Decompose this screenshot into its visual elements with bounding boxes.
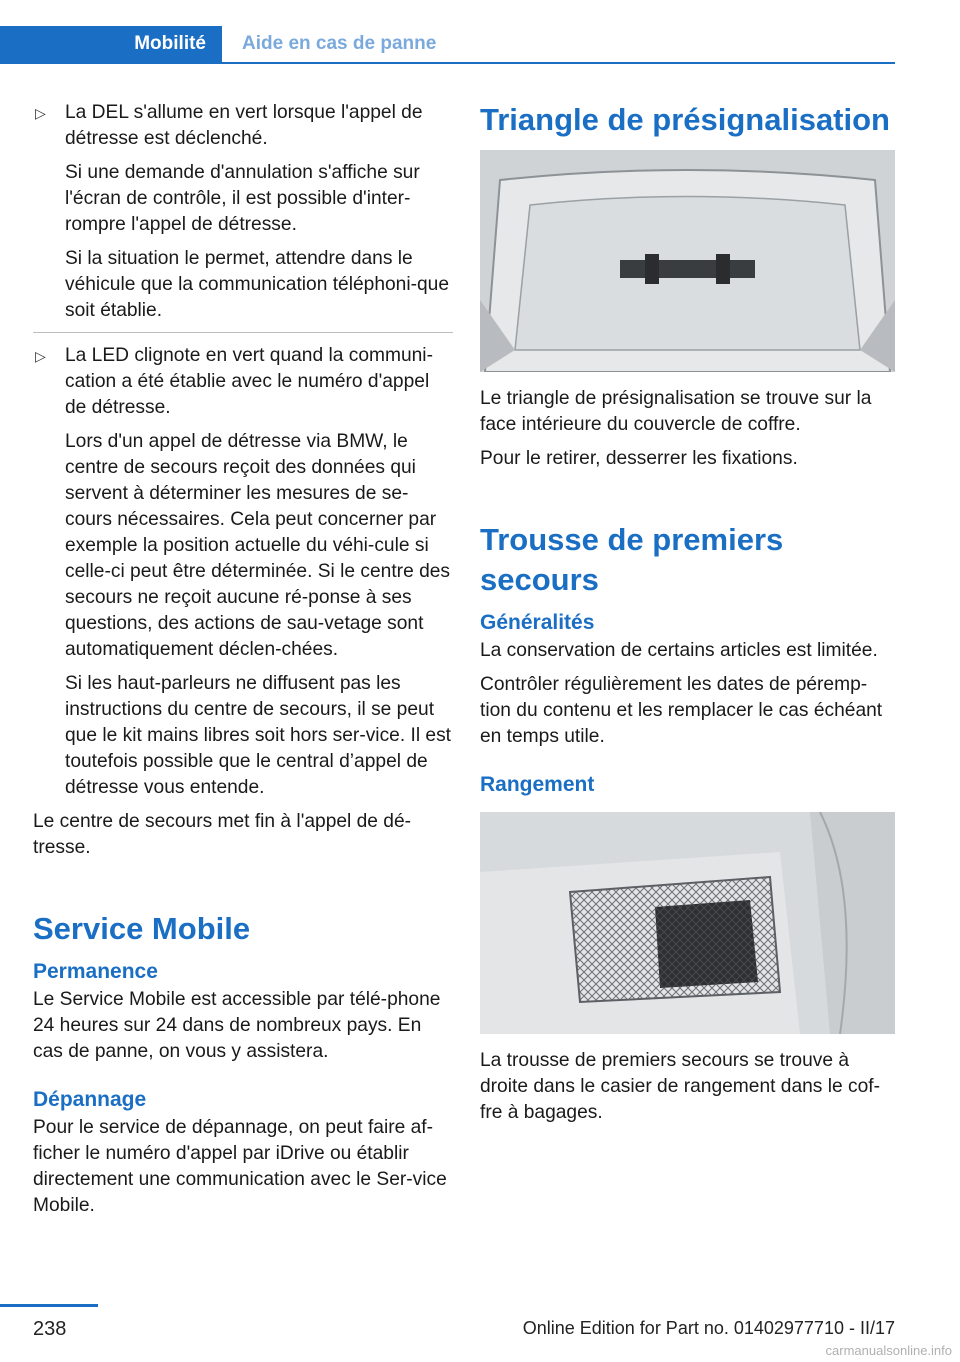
service-mobile-heading: Service Mobile <box>33 911 251 946</box>
bullet-paragraph: La LED clignote en vert quand la communi-cation a été établie avec le numéro d'appel de détresse. <box>65 345 433 418</box>
triangle-right-icon: ▷ <box>35 105 46 121</box>
triangle-text-2: Pour le retirer, desserrer les fixations. <box>480 448 798 469</box>
bullet-paragraph: Si la situation le permet, attendre dans le véhicule que la communication téléphoni-que soit établie. <box>65 248 449 321</box>
bullet-paragraph: Si une demande d'annulation s'affiche sur l'écran de contrôle, il est possible d'inter-rompre l'appel de détresse. <box>65 162 420 235</box>
trunk-lid-figure <box>480 150 895 372</box>
trunk-lid-illustration <box>480 150 895 372</box>
rangement-text: La trousse de premiers secours se trouve à droite dans le casier de rangement dans le cof-fre à bagages. <box>480 1050 880 1123</box>
bullet-paragraph: La DEL s'allume en vert lorsque l'appel de détresse est déclenché. <box>65 102 423 149</box>
storage-net-figure <box>480 812 895 1034</box>
generalites-text-1: La conservation de certains articles est limitée. <box>480 640 878 661</box>
edition-label: Online Edition for Part no. 01402977710 - II/17 <box>522 1318 895 1338</box>
triangle-heading: Triangle de présignalisation <box>480 102 890 137</box>
bullet-paragraph: Si les haut-parleurs ne diffusent pas les instructions du centre de secours, il se peut que le kit mains libres soit hors ser-vice. Il est toutefois possible que le central d’appel de détresse vous entende. <box>65 673 452 798</box>
permanence-heading: Permanence <box>33 960 158 983</box>
left-column <box>33 100 453 1227</box>
header-bar <box>0 26 895 64</box>
triangle-right-icon: ▷ <box>35 348 46 364</box>
depannage-text: Pour le service de dépannage, on peut faire af-ficher le numéro d'appel par iDrive ou établir directement une communication avec le Ser-vice Mobile. <box>33 1117 447 1216</box>
closing-paragraph: Le centre de secours met fin à l'appel de dé-tresse. <box>33 811 412 858</box>
tab-mobilite-label: Mobilité <box>134 33 206 54</box>
generalites-heading: Généralités <box>480 611 595 634</box>
bullet-item <box>33 343 453 801</box>
tab-aide-label: Aide en cas de panne <box>242 33 437 54</box>
bullet-divider <box>33 332 453 333</box>
bullet-item <box>33 100 453 324</box>
page-number: 238 <box>33 1318 67 1340</box>
tab-aide-en-cas-de-panne[interactable] <box>222 26 436 62</box>
storage-net-illustration <box>480 812 895 1034</box>
right-column <box>480 100 895 1134</box>
trousse-heading: Trousse de premiers secours <box>480 522 784 597</box>
depannage-heading: Dépannage <box>33 1088 147 1111</box>
permanence-text: Le Service Mobile est accessible par télé-phone 24 heures sur 24 dans de nombreux pays. En cas de panne, on vous y assistera. <box>33 989 441 1062</box>
bullet-paragraph: Lors d'un appel de détresse via BMW, le centre de secours reçoit des données qui servent à déterminer les mesures de se-cours nécessaires. Cela peut concerner par exemple la position actuelle du véhi-cule si celle-ci peut être déterminée. Si le centre des secours ne reçoit aucune ré-ponse à ses questions, des actions de sau-vetage sont automatiquement déclen-chées. <box>65 431 451 660</box>
generalites-text-2: Contrôler régulièrement les dates de péremp-tion du contenu et les remplacer le cas échéant en temps utile. <box>480 674 883 747</box>
rangement-heading: Rangement <box>480 773 595 796</box>
tab-mobilite[interactable] <box>0 26 222 62</box>
watermark-text: carmanualsonline.info <box>825 1343 952 1358</box>
triangle-text-1: Le triangle de présignalisation se trouve sur la face intérieure du couvercle de coffre. <box>480 388 872 435</box>
footer-divider <box>0 1304 98 1307</box>
header-divider <box>0 62 895 64</box>
